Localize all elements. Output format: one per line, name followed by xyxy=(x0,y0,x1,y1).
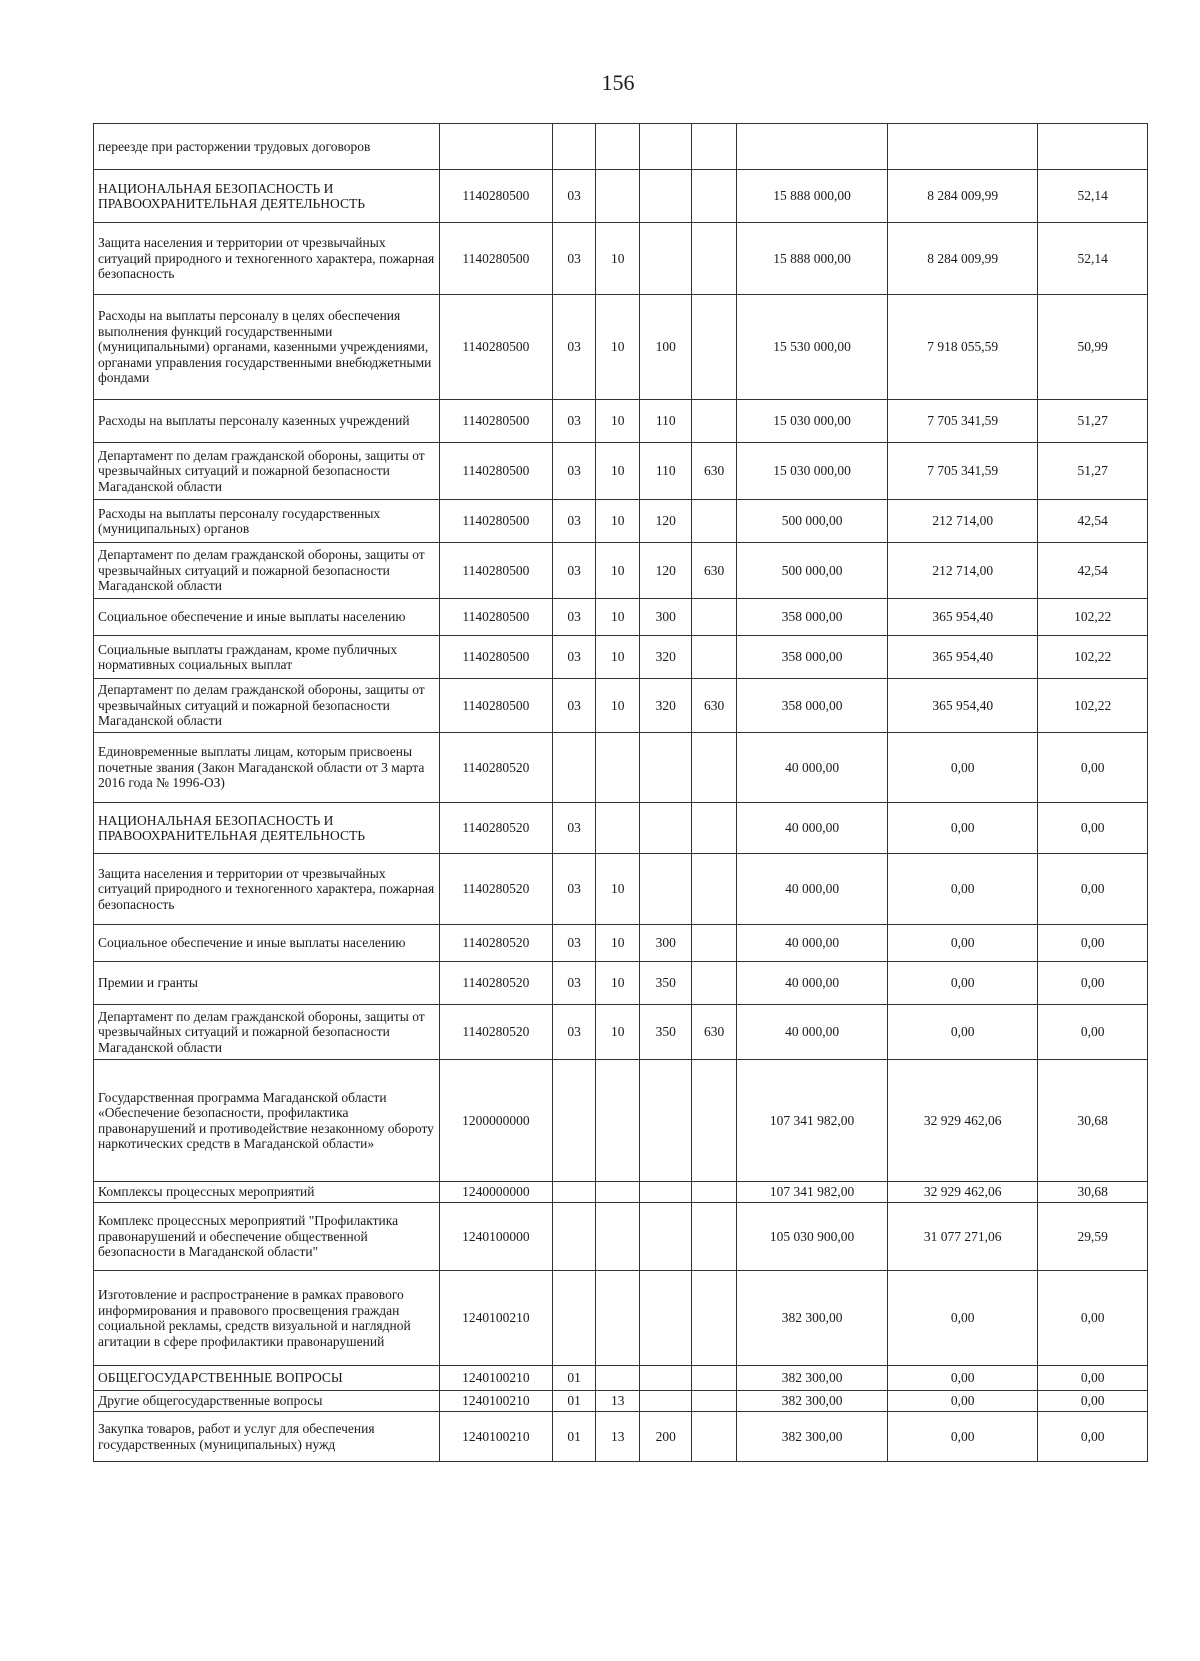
actual-amount: 0,00 xyxy=(888,1005,1038,1060)
administrator-code xyxy=(692,295,737,400)
table-row xyxy=(94,1203,1148,1271)
expense-type-code xyxy=(640,803,692,854)
planned-amount: 15 030 000,00 xyxy=(736,400,887,443)
target-article-code: 1140280500 xyxy=(440,500,553,543)
execution-percent: 42,54 xyxy=(1038,543,1148,599)
subsection-code xyxy=(596,1182,640,1203)
table-row xyxy=(94,1391,1148,1412)
subsection-code: 10 xyxy=(596,223,640,295)
target-article-code: 1140280500 xyxy=(440,543,553,599)
planned-amount: 500 000,00 xyxy=(736,543,887,599)
section-code xyxy=(552,124,596,170)
actual-amount: 212 714,00 xyxy=(888,500,1038,543)
expense-type-code xyxy=(640,223,692,295)
administrator-code xyxy=(692,925,737,962)
budget-table xyxy=(93,123,1148,1462)
table-row xyxy=(94,170,1148,223)
item-name: Комплекс процессных мероприятий "Профилактика правонарушений и обеспечение общественной безопасности в Магаданской области" xyxy=(94,1203,440,1271)
expense-type-code: 110 xyxy=(640,443,692,500)
section-code: 03 xyxy=(552,223,596,295)
table-row xyxy=(94,1271,1148,1366)
subsection-code xyxy=(596,733,640,803)
target-article-code: 1140280500 xyxy=(440,295,553,400)
expense-type-code xyxy=(640,1271,692,1366)
execution-percent: 30,68 xyxy=(1038,1182,1148,1203)
subsection-code xyxy=(596,1060,640,1182)
actual-amount: 8 284 009,99 xyxy=(888,170,1038,223)
execution-percent: 0,00 xyxy=(1038,962,1148,1005)
execution-percent: 0,00 xyxy=(1038,1391,1148,1412)
target-article-code: 1200000000 xyxy=(440,1060,553,1182)
execution-percent xyxy=(1038,124,1148,170)
section-code xyxy=(552,1203,596,1271)
item-name: переезде при расторжении трудовых договоров xyxy=(94,124,440,170)
subsection-code: 10 xyxy=(596,1005,640,1060)
actual-amount: 32 929 462,06 xyxy=(888,1060,1038,1182)
table-row xyxy=(94,854,1148,925)
actual-amount: 0,00 xyxy=(888,733,1038,803)
expense-type-code: 320 xyxy=(640,636,692,679)
execution-percent: 42,54 xyxy=(1038,500,1148,543)
planned-amount: 40 000,00 xyxy=(736,803,887,854)
administrator-code xyxy=(692,803,737,854)
expense-type-code xyxy=(640,1391,692,1412)
subsection-code: 10 xyxy=(596,500,640,543)
item-name: Расходы на выплаты персоналу государственных (муниципальных) органов xyxy=(94,500,440,543)
planned-amount: 107 341 982,00 xyxy=(736,1060,887,1182)
planned-amount: 15 888 000,00 xyxy=(736,223,887,295)
administrator-code: 630 xyxy=(692,679,737,733)
item-name: НАЦИОНАЛЬНАЯ БЕЗОПАСНОСТЬ И ПРАВООХРАНИТЕЛЬНАЯ ДЕЯТЕЛЬНОСТЬ xyxy=(94,170,440,223)
actual-amount: 7 705 341,59 xyxy=(888,443,1038,500)
subsection-code: 10 xyxy=(596,443,640,500)
expense-type-code: 120 xyxy=(640,543,692,599)
actual-amount: 365 954,40 xyxy=(888,679,1038,733)
target-article-code: 1140280520 xyxy=(440,733,553,803)
target-article-code: 1140280500 xyxy=(440,223,553,295)
item-name: Единовременные выплаты лицам, которым присвоены почетные звания (Закон Магаданской области от 3 марта 2016 года № 1996-ОЗ) xyxy=(94,733,440,803)
table-row xyxy=(94,1060,1148,1182)
actual-amount: 31 077 271,06 xyxy=(888,1203,1038,1271)
planned-amount: 40 000,00 xyxy=(736,1005,887,1060)
subsection-code: 10 xyxy=(596,543,640,599)
item-name: Департамент по делам гражданской обороны, защиты от чрезвычайных ситуаций и пожарной безопасности Магаданской области xyxy=(94,543,440,599)
administrator-code xyxy=(692,1271,737,1366)
subsection-code: 13 xyxy=(596,1412,640,1462)
table-row xyxy=(94,962,1148,1005)
planned-amount: 40 000,00 xyxy=(736,925,887,962)
planned-amount: 40 000,00 xyxy=(736,733,887,803)
planned-amount: 382 300,00 xyxy=(736,1391,887,1412)
item-name: Социальное обеспечение и иные выплаты населению xyxy=(94,925,440,962)
section-code: 03 xyxy=(552,170,596,223)
section-code: 03 xyxy=(552,400,596,443)
subsection-code xyxy=(596,803,640,854)
table-row xyxy=(94,599,1148,636)
section-code xyxy=(552,733,596,803)
expense-type-code xyxy=(640,170,692,223)
administrator-code: 630 xyxy=(692,1005,737,1060)
subsection-code: 10 xyxy=(596,854,640,925)
expense-type-code: 350 xyxy=(640,1005,692,1060)
planned-amount: 382 300,00 xyxy=(736,1366,887,1391)
execution-percent: 0,00 xyxy=(1038,925,1148,962)
section-code: 01 xyxy=(552,1412,596,1462)
actual-amount: 0,00 xyxy=(888,854,1038,925)
section-code: 03 xyxy=(552,803,596,854)
target-article-code: 1240000000 xyxy=(440,1182,553,1203)
table-row xyxy=(94,733,1148,803)
planned-amount: 382 300,00 xyxy=(736,1412,887,1462)
table-row xyxy=(94,400,1148,443)
item-name: Социальное обеспечение и иные выплаты населению xyxy=(94,599,440,636)
expense-type-code xyxy=(640,1366,692,1391)
execution-percent: 0,00 xyxy=(1038,1412,1148,1462)
target-article-code: 1240100210 xyxy=(440,1366,553,1391)
subsection-code: 13 xyxy=(596,1391,640,1412)
page-number: 156 xyxy=(601,70,635,95)
actual-amount: 8 284 009,99 xyxy=(888,223,1038,295)
item-name: Департамент по делам гражданской обороны, защиты от чрезвычайных ситуаций и пожарной безопасности Магаданской области xyxy=(94,1005,440,1060)
planned-amount xyxy=(736,124,887,170)
actual-amount xyxy=(888,124,1038,170)
target-article-code: 1140280500 xyxy=(440,599,553,636)
item-name: Другие общегосударственные вопросы xyxy=(94,1391,440,1412)
planned-amount: 107 341 982,00 xyxy=(736,1182,887,1203)
target-article-code: 1140280520 xyxy=(440,962,553,1005)
section-code: 01 xyxy=(552,1366,596,1391)
table-row xyxy=(94,124,1148,170)
subsection-code: 10 xyxy=(596,400,640,443)
expense-type-code: 300 xyxy=(640,599,692,636)
target-article-code: 1140280500 xyxy=(440,170,553,223)
target-article-code xyxy=(440,124,553,170)
execution-percent: 50,99 xyxy=(1038,295,1148,400)
execution-percent: 0,00 xyxy=(1038,1271,1148,1366)
section-code: 03 xyxy=(552,500,596,543)
subsection-code xyxy=(596,1366,640,1391)
section-code: 03 xyxy=(552,854,596,925)
target-article-code: 1140280520 xyxy=(440,925,553,962)
expense-type-code: 100 xyxy=(640,295,692,400)
execution-percent: 0,00 xyxy=(1038,1366,1148,1391)
execution-percent: 0,00 xyxy=(1038,803,1148,854)
execution-percent: 102,22 xyxy=(1038,636,1148,679)
subsection-code: 10 xyxy=(596,679,640,733)
item-name: Расходы на выплаты персоналу в целях обеспечения выполнения функций государственными (муниципальными) органами, казенными учреждениями, органами управления государственными внебюджетными фондами xyxy=(94,295,440,400)
section-code: 03 xyxy=(552,1005,596,1060)
expense-type-code: 120 xyxy=(640,500,692,543)
planned-amount: 500 000,00 xyxy=(736,500,887,543)
item-name: Расходы на выплаты персоналу казенных учреждений xyxy=(94,400,440,443)
section-code: 03 xyxy=(552,443,596,500)
administrator-code: 630 xyxy=(692,543,737,599)
actual-amount: 0,00 xyxy=(888,1366,1038,1391)
actual-amount: 365 954,40 xyxy=(888,599,1038,636)
planned-amount: 105 030 900,00 xyxy=(736,1203,887,1271)
planned-amount: 358 000,00 xyxy=(736,679,887,733)
section-code xyxy=(552,1271,596,1366)
execution-percent: 29,59 xyxy=(1038,1203,1148,1271)
planned-amount: 358 000,00 xyxy=(736,599,887,636)
expense-type-code xyxy=(640,1060,692,1182)
actual-amount: 32 929 462,06 xyxy=(888,1182,1038,1203)
table-row xyxy=(94,295,1148,400)
target-article-code: 1140280520 xyxy=(440,1005,553,1060)
item-name: Социальные выплаты гражданам, кроме публичных нормативных социальных выплат xyxy=(94,636,440,679)
subsection-code: 10 xyxy=(596,636,640,679)
item-name: Департамент по делам гражданской обороны, защиты от чрезвычайных ситуаций и пожарной безопасности Магаданской области xyxy=(94,679,440,733)
table-row xyxy=(94,1366,1148,1391)
expense-type-code: 350 xyxy=(640,962,692,1005)
expense-type-code xyxy=(640,1182,692,1203)
target-article-code: 1140280500 xyxy=(440,443,553,500)
expense-type-code: 200 xyxy=(640,1412,692,1462)
subsection-code: 10 xyxy=(596,925,640,962)
planned-amount: 40 000,00 xyxy=(736,854,887,925)
item-name: Премии и гранты xyxy=(94,962,440,1005)
item-name: Закупка товаров, работ и услуг для обеспечения государственных (муниципальных) нужд xyxy=(94,1412,440,1462)
planned-amount: 382 300,00 xyxy=(736,1271,887,1366)
administrator-code xyxy=(692,733,737,803)
item-name: Защита населения и территории от чрезвычайных ситуаций природного и техногенного характера, пожарная безопасность xyxy=(94,223,440,295)
table-row xyxy=(94,925,1148,962)
table-row xyxy=(94,443,1148,500)
target-article-code: 1140280520 xyxy=(440,803,553,854)
item-name: ОБЩЕГОСУДАРСТВЕННЫЕ ВОПРОСЫ xyxy=(94,1366,440,1391)
administrator-code: 630 xyxy=(692,443,737,500)
actual-amount: 7 918 055,59 xyxy=(888,295,1038,400)
administrator-code xyxy=(692,170,737,223)
execution-percent: 30,68 xyxy=(1038,1060,1148,1182)
section-code: 03 xyxy=(552,679,596,733)
subsection-code xyxy=(596,1271,640,1366)
actual-amount: 0,00 xyxy=(888,1391,1038,1412)
actual-amount: 0,00 xyxy=(888,925,1038,962)
planned-amount: 40 000,00 xyxy=(736,962,887,1005)
execution-percent: 0,00 xyxy=(1038,854,1148,925)
execution-percent: 0,00 xyxy=(1038,733,1148,803)
item-name: Изготовление и распространение в рамках правового информирования и правового просвещения граждан социальной рекламы, средств визуальной и наглядной агитации в сфере профилактики правонарушений xyxy=(94,1271,440,1366)
item-name: Комплексы процессных мероприятий xyxy=(94,1182,440,1203)
item-name: Государственная программа Магаданской области «Обеспечение безопасности, профилактика правонарушений и противодействие незаконному обороту наркотических средств в Магаданской области» xyxy=(94,1060,440,1182)
administrator-code xyxy=(692,599,737,636)
subsection-code: 10 xyxy=(596,599,640,636)
table-row xyxy=(94,1412,1148,1462)
section-code xyxy=(552,1182,596,1203)
table-row xyxy=(94,543,1148,599)
administrator-code xyxy=(692,1412,737,1462)
target-article-code: 1240100210 xyxy=(440,1391,553,1412)
table-row xyxy=(94,223,1148,295)
expense-type-code xyxy=(640,1203,692,1271)
execution-percent: 102,22 xyxy=(1038,599,1148,636)
execution-percent: 52,14 xyxy=(1038,223,1148,295)
section-code: 03 xyxy=(552,962,596,1005)
execution-percent: 52,14 xyxy=(1038,170,1148,223)
section-code: 01 xyxy=(552,1391,596,1412)
section-code: 03 xyxy=(552,925,596,962)
administrator-code xyxy=(692,1391,737,1412)
section-code: 03 xyxy=(552,599,596,636)
actual-amount: 0,00 xyxy=(888,803,1038,854)
subsection-code: 10 xyxy=(596,295,640,400)
expense-type-code xyxy=(640,124,692,170)
planned-amount: 15 530 000,00 xyxy=(736,295,887,400)
execution-percent: 0,00 xyxy=(1038,1005,1148,1060)
table-row xyxy=(94,1005,1148,1060)
planned-amount: 15 030 000,00 xyxy=(736,443,887,500)
administrator-code xyxy=(692,1060,737,1182)
administrator-code xyxy=(692,124,737,170)
administrator-code xyxy=(692,500,737,543)
target-article-code: 1240100000 xyxy=(440,1203,553,1271)
section-code: 03 xyxy=(552,295,596,400)
administrator-code xyxy=(692,223,737,295)
target-article-code: 1140280500 xyxy=(440,400,553,443)
actual-amount: 0,00 xyxy=(888,1412,1038,1462)
target-article-code: 1240100210 xyxy=(440,1271,553,1366)
planned-amount: 358 000,00 xyxy=(736,636,887,679)
expense-type-code: 300 xyxy=(640,925,692,962)
section-code: 03 xyxy=(552,543,596,599)
actual-amount: 365 954,40 xyxy=(888,636,1038,679)
planned-amount: 15 888 000,00 xyxy=(736,170,887,223)
execution-percent: 102,22 xyxy=(1038,679,1148,733)
administrator-code xyxy=(692,1203,737,1271)
table-row xyxy=(94,803,1148,854)
subsection-code xyxy=(596,1203,640,1271)
table-row xyxy=(94,1182,1148,1203)
target-article-code: 1140280500 xyxy=(440,636,553,679)
administrator-code xyxy=(692,962,737,1005)
subsection-code xyxy=(596,124,640,170)
subsection-code xyxy=(596,170,640,223)
administrator-code xyxy=(692,1366,737,1391)
table-row xyxy=(94,636,1148,679)
expense-type-code xyxy=(640,854,692,925)
execution-percent: 51,27 xyxy=(1038,443,1148,500)
actual-amount: 7 705 341,59 xyxy=(888,400,1038,443)
target-article-code: 1240100210 xyxy=(440,1412,553,1462)
table-body xyxy=(94,124,1148,1462)
item-name: НАЦИОНАЛЬНАЯ БЕЗОПАСНОСТЬ И ПРАВООХРАНИТЕЛЬНАЯ ДЕЯТЕЛЬНОСТЬ xyxy=(94,803,440,854)
expense-type-code xyxy=(640,733,692,803)
expense-type-code: 110 xyxy=(640,400,692,443)
target-article-code: 1140280500 xyxy=(440,679,553,733)
administrator-code xyxy=(692,636,737,679)
subsection-code: 10 xyxy=(596,962,640,1005)
expense-type-code: 320 xyxy=(640,679,692,733)
actual-amount: 0,00 xyxy=(888,962,1038,1005)
administrator-code xyxy=(692,854,737,925)
item-name: Департамент по делам гражданской обороны, защиты от чрезвычайных ситуаций и пожарной безопасности Магаданской области xyxy=(94,443,440,500)
administrator-code xyxy=(692,400,737,443)
execution-percent: 51,27 xyxy=(1038,400,1148,443)
table-row xyxy=(94,679,1148,733)
table-row xyxy=(94,500,1148,543)
section-code: 03 xyxy=(552,636,596,679)
target-article-code: 1140280520 xyxy=(440,854,553,925)
administrator-code xyxy=(692,1182,737,1203)
item-name: Защита населения и территории от чрезвычайных ситуаций природного и техногенного характера, пожарная безопасность xyxy=(94,854,440,925)
section-code xyxy=(552,1060,596,1182)
actual-amount: 212 714,00 xyxy=(888,543,1038,599)
actual-amount: 0,00 xyxy=(888,1271,1038,1366)
